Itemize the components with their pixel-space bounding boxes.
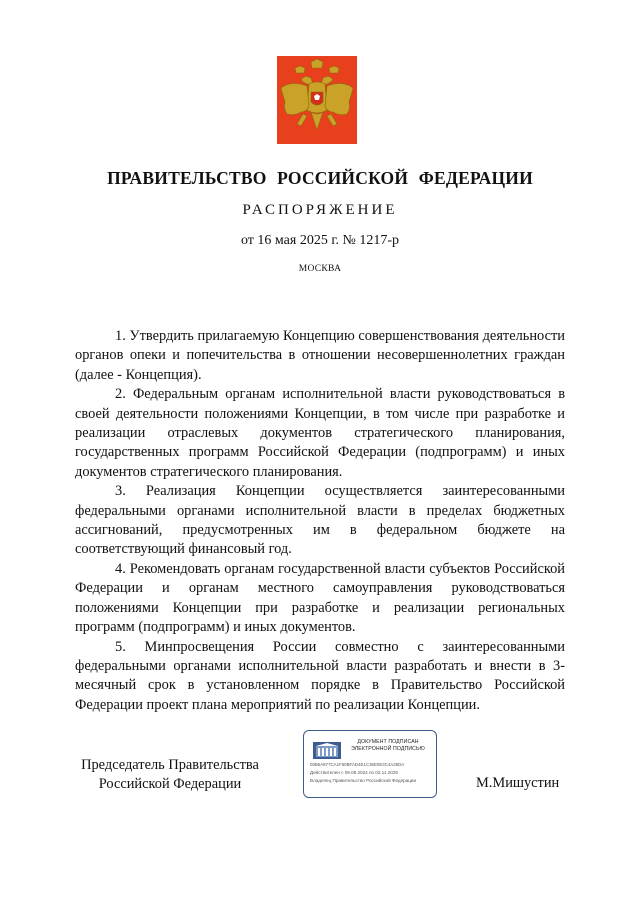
document-body	[75, 327, 565, 715]
stamp-title: ДОКУМЕНТ ПОДПИСАН ЭЛЕКТРОННОЙ ПОДПИСЬЮ	[351, 739, 425, 752]
certificate-serial: 00B5A877CA1F60BFAD4E1C36E0E3C4A28DA	[310, 762, 405, 767]
government-title: ПРАВИТЕЛЬСТВО РОССИЙСКОЙ ФЕДЕРАЦИИ	[107, 168, 533, 188]
document-city: МОСКВА	[298, 264, 342, 274]
russian-coat-of-arms-icon	[277, 56, 357, 144]
electronic-signature-stamp	[303, 730, 437, 798]
paragraph: 1. Утвердить прилагаемую Концепцию совершенствования деятельности органов опеки и попечительства в отношении несовершеннолетних граждан (далее - Концепция).	[75, 328, 565, 383]
document-date-number: от 16 мая 2025 г. № 1217-р	[240, 233, 400, 248]
paragraph: 3. Реализация Концепции осуществляется заинтересованными федеральными органами исполнительной власти в пределах бюджетных ассигнований, предусмотренных им в федеральном бюджете на соответствующий финансовый год.	[75, 483, 565, 558]
government-building-icon	[312, 740, 342, 760]
paragraph: 4. Рекомендовать органам государственной власти субъектов Российской Федерации и органам местного самоуправления руководствоваться положениями Концепции при разработке и реализации региональных программ (подпрограмм) и иных документов.	[75, 560, 565, 636]
document-type: РАСПОРЯЖЕНИЕ	[242, 202, 398, 218]
certificate-owner: Владелец Правительство Российской Федерации	[310, 778, 417, 783]
signatory-name: М.Мишустин	[476, 775, 560, 791]
signatory-position-line: Российской Федерации	[98, 776, 242, 792]
paragraph: 5. Минпросвещения России совместно с заинтересованными федеральными органами исполнительной власти разработать и внести в 3-месячный срок в установленном порядке в Правительство Российской Федерации проект плана мероприятий по реализации Концепции.	[75, 638, 565, 713]
paragraph: 2. Федеральным органам исполнительной власти руководствоваться в своей деятельности положениями Концепции, в том числе при разработке и реализации отраслевых документов стратегического планирования, государственных программ Российской Федерации (подпрограмм) и иных документов стратегического планирования.	[75, 386, 565, 480]
signatory-position	[60, 756, 280, 794]
signatory-position-line: Председатель Правительства	[81, 757, 259, 773]
certificate-validity: Действителен с 09.08.2024 по 02.11.2025	[310, 770, 398, 775]
